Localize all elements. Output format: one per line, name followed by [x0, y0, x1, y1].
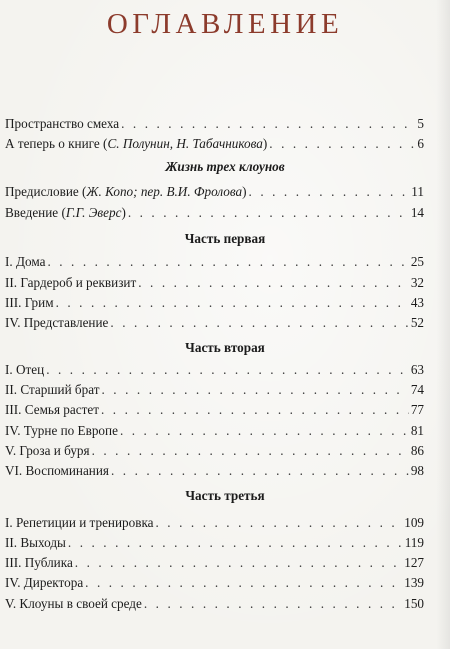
page-title: ОГЛАВЛЕНИЕ	[106, 8, 344, 40]
toc-entry	[5, 360, 424, 380]
leader-dots	[92, 441, 409, 461]
toc-entry-label: II. Выходы	[5, 535, 66, 550]
part-heading: Часть третья	[185, 488, 265, 503]
toc-entry	[5, 182, 424, 202]
toc-entry-page: 11	[411, 184, 424, 199]
leader-dots	[75, 553, 402, 573]
leader-dots	[68, 533, 403, 553]
toc-entry-page: 150	[404, 596, 424, 611]
toc-entry-label: III. Семья растет	[5, 402, 99, 417]
leader-dots	[102, 380, 409, 400]
toc-entry-label: IV. Директора	[5, 575, 84, 590]
leader-dots	[47, 252, 408, 272]
toc-entry	[5, 252, 424, 272]
toc-entry-page: 5	[417, 116, 424, 131]
toc-entry-page: 74	[410, 382, 424, 397]
toc-entry-label: V. Клоуны в своей среде	[5, 596, 142, 611]
leader-dots	[110, 313, 408, 333]
toc-entry	[5, 380, 424, 400]
toc-entry	[5, 533, 424, 553]
toc-entry-page: 63	[410, 362, 424, 377]
part-heading: Часть первая	[184, 231, 266, 246]
section-heading: Жизнь трех клоунов	[165, 159, 285, 174]
toc-entry-page: 127	[404, 555, 424, 570]
leader-dots	[269, 134, 415, 154]
leader-dots	[156, 513, 403, 533]
toc-entry	[5, 273, 424, 293]
toc-entry-label: IV. Представление	[5, 315, 109, 330]
leader-dots	[120, 421, 409, 441]
toc-entry-label: Пространство смеха	[5, 116, 120, 131]
page-edge-shadow	[436, 0, 450, 649]
toc-entry	[5, 134, 424, 154]
leader-dots	[249, 182, 410, 202]
toc-entry-page: 86	[410, 443, 424, 458]
toc-entry-author: Ж. Копо; пер. В.И. Фролова	[86, 184, 243, 199]
toc-entry-page: 77	[410, 402, 424, 417]
toc-entry-label: V. Гроза и буря	[5, 443, 90, 458]
toc-entry-author: Г.Г. Эверс	[65, 205, 122, 220]
leader-dots	[56, 293, 409, 313]
leader-dots	[101, 400, 409, 420]
toc-entry	[5, 461, 424, 481]
toc-entry-page: 14	[410, 205, 424, 220]
toc-entry	[5, 400, 424, 420]
toc-entry-page: 119	[404, 535, 424, 550]
toc-entry-label: II. Старший брат	[5, 382, 100, 397]
leader-dots	[111, 461, 409, 481]
toc-entry-author: С. Полунин, Н. Табачникова	[107, 136, 263, 151]
toc-entry-page: 98	[410, 463, 424, 478]
toc-entry	[5, 513, 424, 533]
toc-entry-page: 139	[404, 575, 424, 590]
toc-entry	[5, 203, 424, 223]
toc-entry-label: III. Грим	[5, 295, 54, 310]
toc-entry-page: 6	[417, 136, 424, 151]
toc-entry-page: 109	[404, 515, 424, 530]
toc-entry	[5, 421, 424, 441]
toc-entry-label: II. Гардероб и реквизит	[5, 275, 137, 290]
toc-entry-label: IV. Турне по Европе	[5, 423, 118, 438]
toc-entry-label: I. Отец	[5, 362, 45, 377]
leader-dots	[46, 360, 409, 380]
toc-entry-page: 25	[410, 254, 424, 269]
leader-dots	[128, 203, 409, 223]
leader-dots	[138, 273, 409, 293]
toc-entry	[5, 553, 424, 573]
toc-entry	[5, 313, 424, 333]
leader-dots	[144, 594, 402, 614]
toc-entry-label: I. Репетиции и тренировка	[5, 515, 154, 530]
toc-entry-page: 52	[410, 315, 424, 330]
toc-entry-label: III. Публика	[5, 555, 73, 570]
toc-entry-label: А теперь о книге (С. Полунин, Н. Табачникова)	[5, 136, 268, 151]
toc-entry	[5, 573, 424, 593]
toc-entry	[5, 114, 424, 134]
toc-entry-page: 81	[410, 423, 424, 438]
toc-entry	[5, 441, 424, 461]
leader-dots	[121, 114, 415, 134]
part-heading: Часть вторая	[185, 340, 265, 355]
toc-entry-page: 43	[410, 295, 424, 310]
toc-entry-label: Введение (Г.Г. Эверс)	[5, 205, 126, 220]
toc-entry-label: I. Дома	[5, 254, 46, 269]
toc-entry	[5, 293, 424, 313]
toc-entry-label: VI. Воспоминания	[5, 463, 109, 478]
leader-dots	[85, 573, 402, 593]
toc-entry-label: Предисловие (Ж. Копо; пер. В.И. Фролова)	[5, 184, 247, 199]
toc-entry	[5, 594, 424, 614]
toc-entry-page: 32	[410, 275, 424, 290]
